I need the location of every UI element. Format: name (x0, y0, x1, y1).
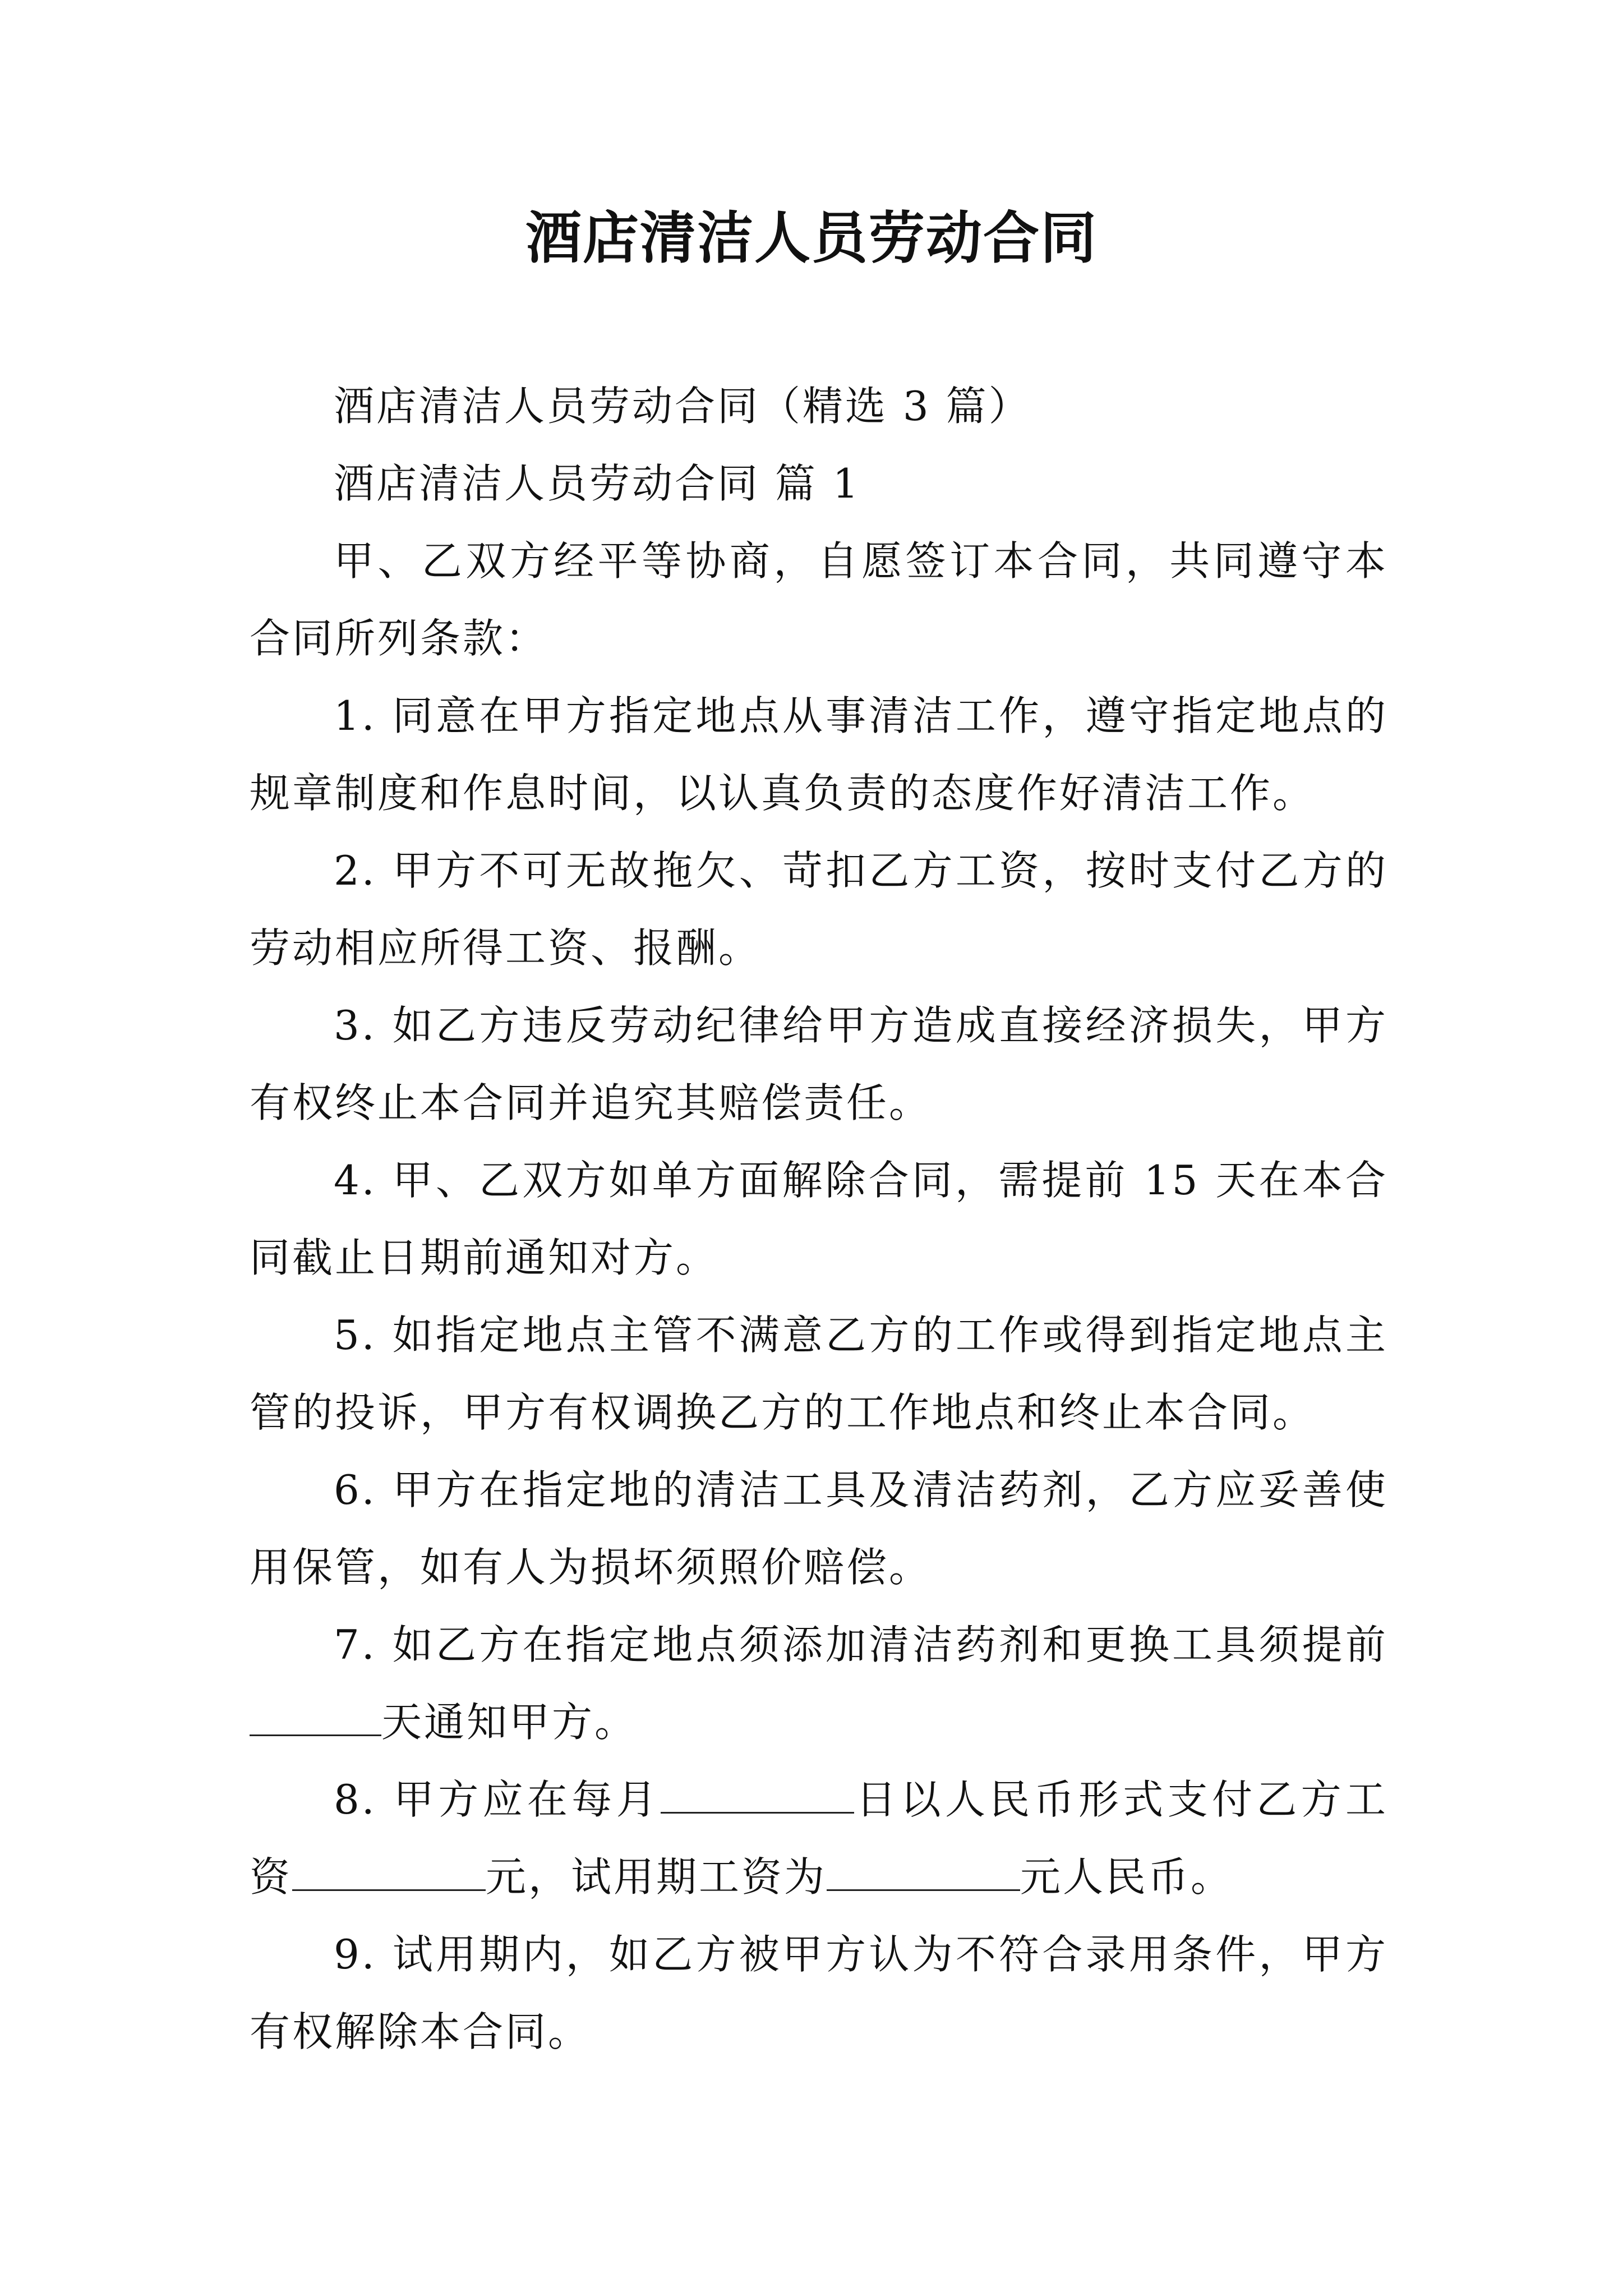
fill-in-blank-pay-day[interactable] (661, 1772, 854, 1814)
document-body (250, 367, 1388, 2070)
clause-8-text-2: 日以人民币形式支付乙方工资 (250, 1776, 1388, 1901)
clause-7-text-after: 天通知甲方。 (381, 1699, 638, 1746)
clause-6: 6. 甲方在指定地的清洁工具及清洁药剂，乙方应妥善使用保管，如有人为损坏须照价赔偿。 (250, 1466, 1388, 1591)
clause-7-text-before: 7. 如乙方在指定地点须添加清洁药剂和更换工具须提前 (334, 1621, 1388, 1668)
clause-8-text-1: 8. 甲方应在每月 (334, 1776, 661, 1823)
clause-8-text-3: 元，试用期工资为 (486, 1853, 827, 1901)
clause-5: 5. 如指定地点主管不满意乙方的工作或得到指定地点主管的投诉，甲方有权调换乙方的工作地点和终止本合同。 (250, 1312, 1388, 1436)
clause-9: 9. 试用期内，如乙方被甲方认为不符合录用条件，甲方有权解除本合同。 (250, 1931, 1388, 2055)
clause-3: 3. 如乙方违反劳动纪律给甲方造成直接经济损失，甲方有权终止本合同并追究其赔偿责任。 (250, 1002, 1388, 1126)
clause-8 (250, 1761, 1388, 1916)
clause-2: 2. 甲方不可无故拖欠、苛扣乙方工资，按时支付乙方的劳动相应所得工资、报酬。 (250, 847, 1388, 972)
subtitle: 酒店清洁人员劳动合同（精选 3 篇） (334, 383, 1031, 430)
clause-7 (250, 1606, 1388, 1761)
fill-in-blank-salary[interactable] (292, 1849, 486, 1891)
clause-4: 4. 甲、乙双方如单方面解除合同，需提前 15 天在本合同截止日期前通知对方。 (250, 1157, 1388, 1281)
clause-1: 1. 同意在甲方指定地点从事清洁工作，遵守指定地点的规章制度和作息时间，以认真负责的态度作好清洁工作。 (250, 692, 1388, 817)
section-heading: 酒店清洁人员劳动合同 篇 1 (334, 460, 861, 507)
fill-in-blank-probation-salary[interactable] (827, 1849, 1020, 1891)
preamble: 甲、乙双方经平等协商，自愿签订本合同，共同遵守本合同所列条款： (250, 537, 1388, 662)
fill-in-blank-notice-days[interactable] (250, 1694, 381, 1736)
document-title: 酒店清洁人员劳动合同 (525, 205, 1098, 271)
clause-8-text-4: 元人民币。 (1020, 1853, 1234, 1901)
